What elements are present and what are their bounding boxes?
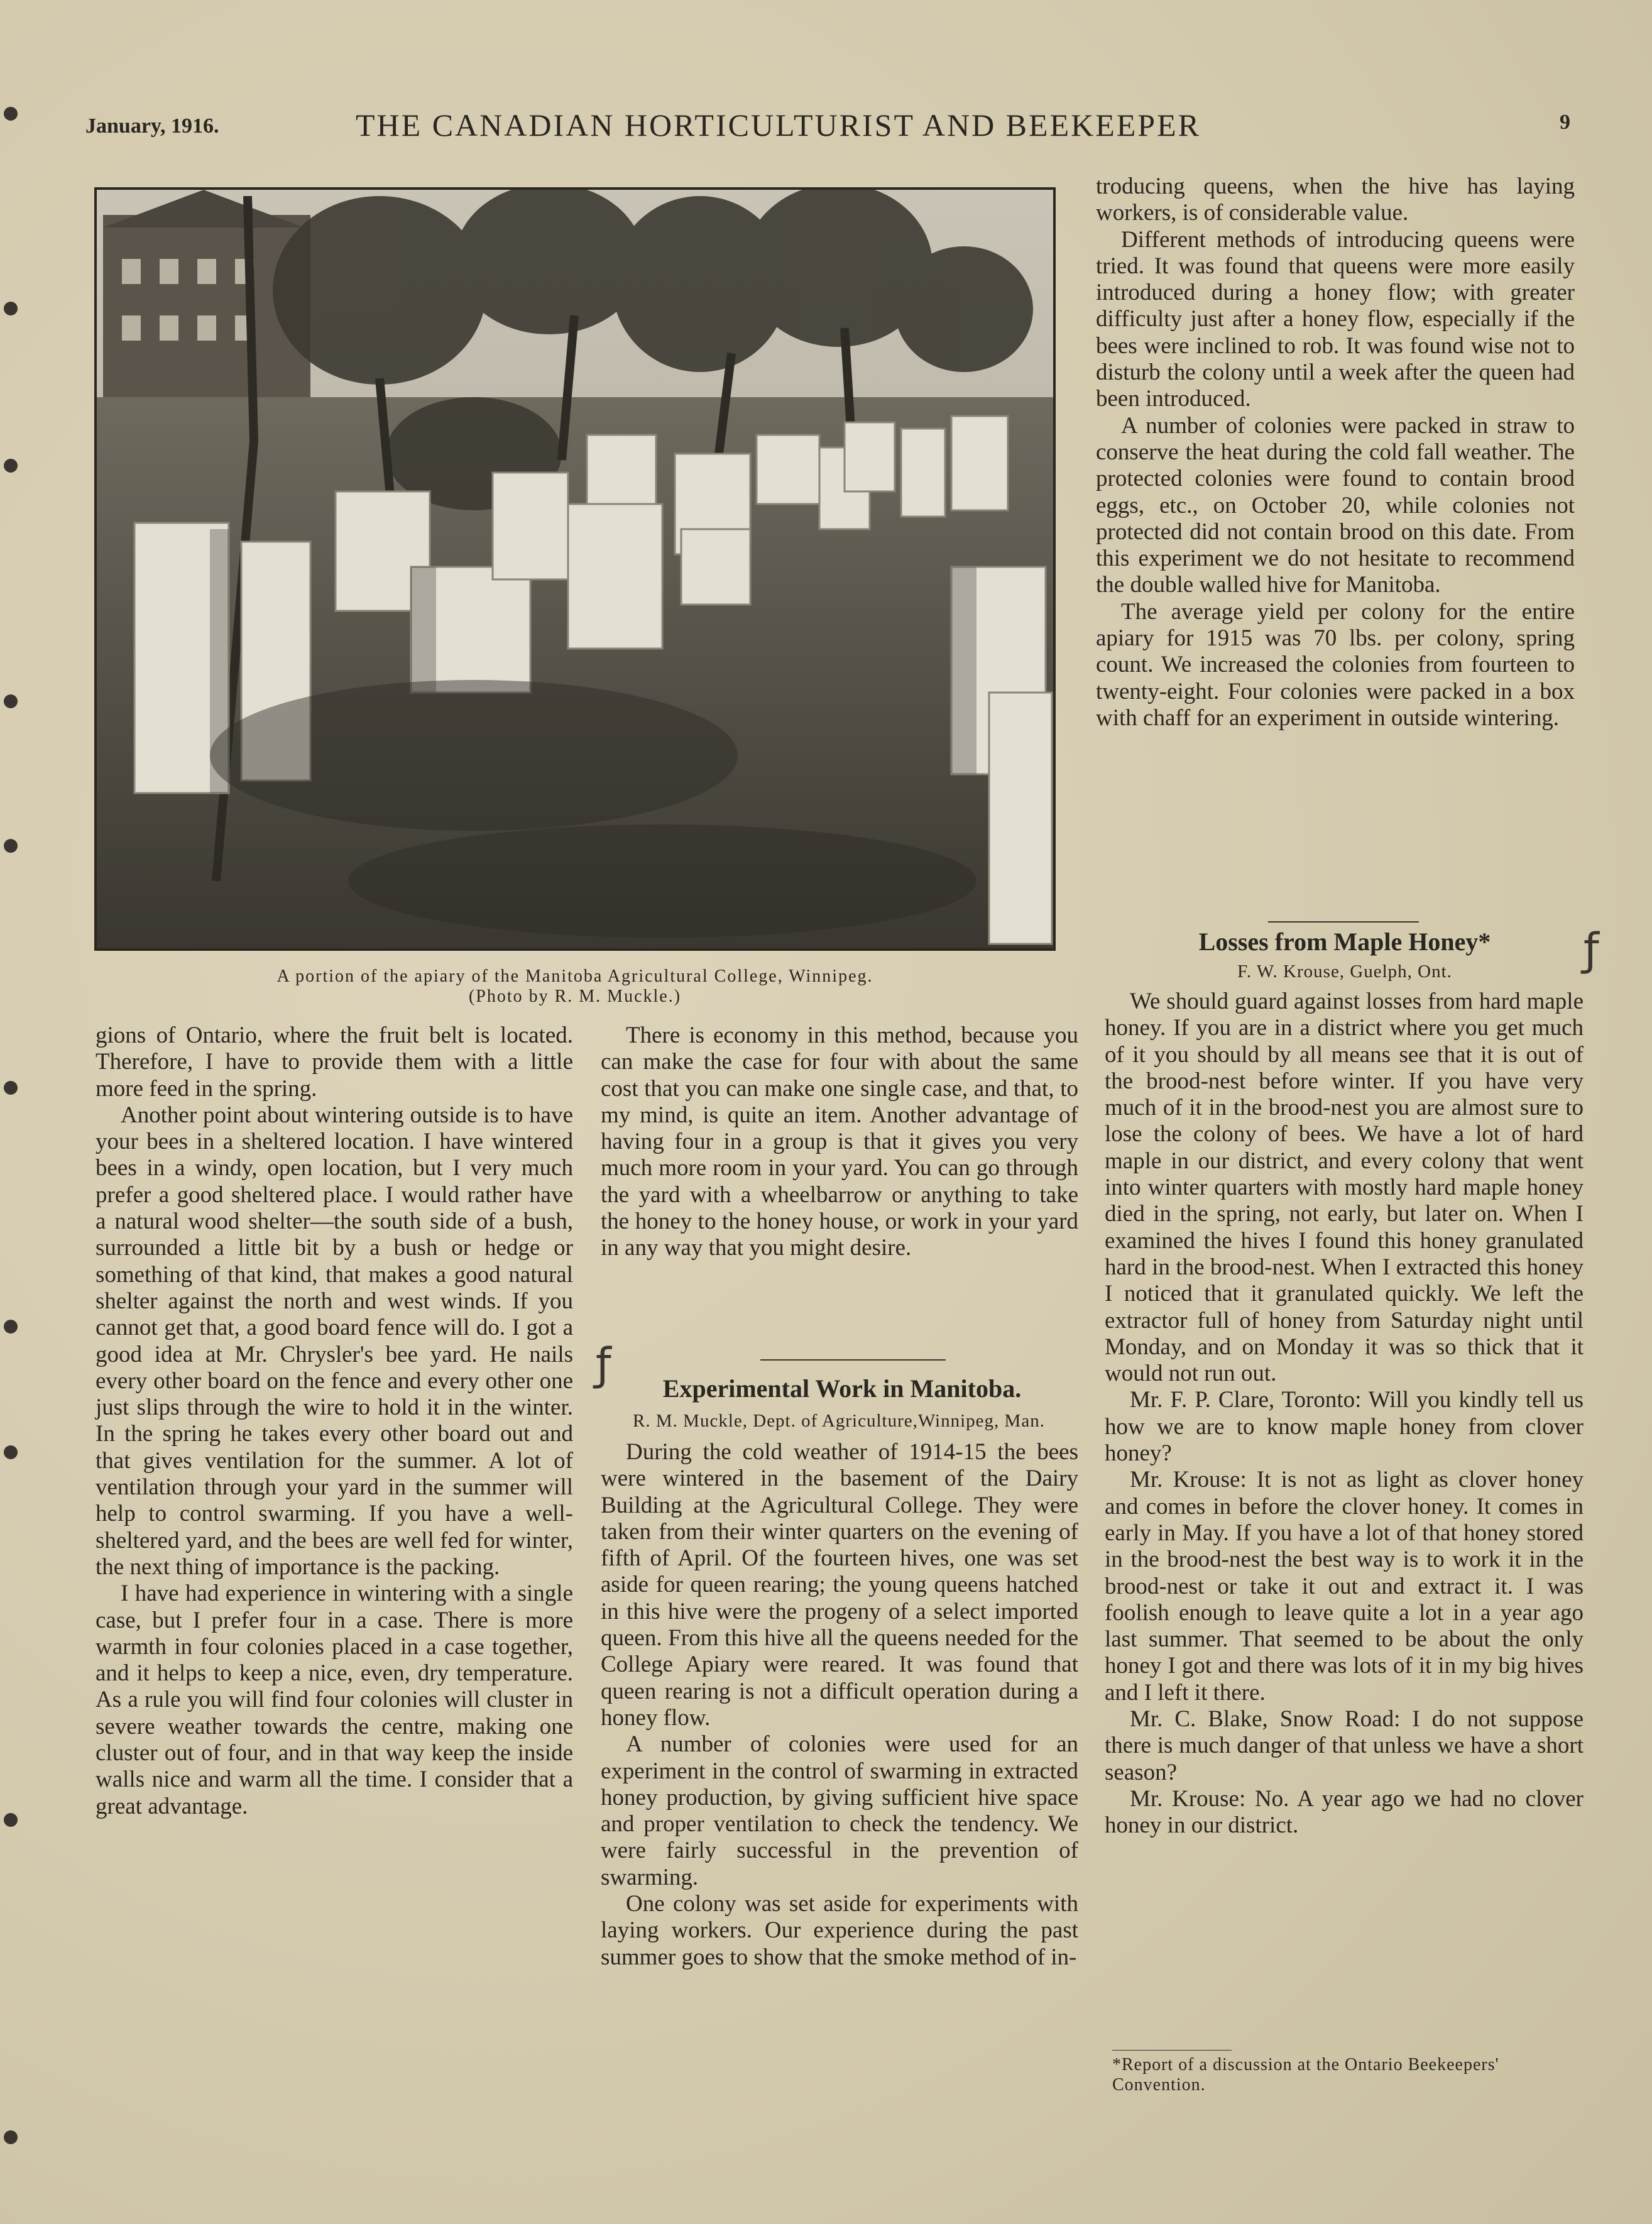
column-2 [601, 1022, 1078, 1262]
footnote: *Report of a discussion at the Ontario Beekeepers' Convention. [1112, 2055, 1499, 2095]
caption-line: A portion of the apiary of the Manitoba Agricultural College, Winnipeg. [276, 967, 873, 986]
binder-hole [4, 839, 18, 853]
article-byline: F. W. Krouse, Guelph, Ont. [1237, 961, 1452, 982]
caption-credit: (Photo by R. M. Muckle.) [468, 987, 682, 1006]
binder-hole [4, 2130, 18, 2144]
section-divider [1268, 921, 1419, 923]
handwritten-mark: ƒ [1584, 924, 1599, 975]
article-heading: Experimental Work in Manitoba. [662, 1374, 1022, 1403]
section-divider [760, 1359, 946, 1361]
photo-caption [94, 967, 1056, 1007]
apiary-photo [94, 187, 1056, 951]
column-3 [1096, 173, 1575, 731]
paragraph: gions of Ontario, where the fruit belt is located. Therefore, I have to provide them with a little more feed in the spring. [96, 1022, 573, 1102]
binder-hole [4, 1813, 18, 1827]
binder-hole [4, 1320, 18, 1334]
article-heading: Losses from Maple Honey* [1198, 928, 1491, 956]
binder-hole [4, 459, 18, 473]
binder-hole [4, 302, 18, 315]
paragraph: The average yield per colony for the entire apiary for 1915 was 70 lbs. per colony, spring count. We increased the colonies from fourteen to twenty-eight. Four colonies were packed in a box with chaff for an experiment in outside wintering. [1096, 598, 1575, 731]
article-byline: R. M. Muckle, Dept. of Agriculture,Winnipeg, Man. [633, 1411, 1045, 1431]
paragraph: I have had experience in wintering with a single case, but I prefer four in a case. There is more warmth in four colonies placed in a case together, and it helps to keep a nice, even, dry temperature. As a rule you will find four colonies will cluster in severe weather towards the centre, making one cluster out of four, and in that way keep the inside walls nice and warm all the time. I consider that a great advantage. [96, 1580, 573, 1819]
magazine-title: THE CANADIAN HORTICULTURIST AND BEEKEEPER [356, 107, 1201, 143]
page-header [0, 107, 1652, 157]
paragraph: Mr. F. P. Clare, Toronto: Will you kindly tell us how we are to know maple honey from clover honey? [1105, 1387, 1584, 1467]
binder-hole [4, 1445, 18, 1459]
paragraph: Mr. Krouse: No. A year ago we had no clover honey in our district. [1105, 1785, 1584, 1839]
paragraph: During the cold weather of 1914-15 the bees were wintered in the basement of the Dairy Building at the Agricultural College. They were taken from their winter quarters on the evening of fifth of April. Of the fourteen hives, one was set aside for queen rearing; the young queens hatched in this hive were the progeny of a select imported queen. From this hive all the queens needed for the College Apiary were reared. It was found that queen rearing is not a difficult operation during a honey flow. [601, 1439, 1078, 1731]
article-body [601, 1439, 1078, 1971]
paragraph: We should guard against losses from hard maple honey. If you are in a district where you get much of it you should by all means see that it is out of the brood-nest before winter. If you have very much of it in the brood-nest you are almost sure to lose the colony of bees. We have a lot of hard maple in our district, and every colony that went into winter quarters with mostly hard maple honey died in the spring, not early, but later on. When I examined the hives I found this honey granulated hard in the brood-nest. When I extracted this honey I noticed that it granulated quickly. We left the extractor full of honey from Saturday night until Monday, and on Monday it was so thick that it would not run out. [1105, 989, 1584, 1387]
issue-date: January, 1916. [85, 114, 219, 138]
apiary-photo-illustration [97, 190, 1053, 948]
binder-hole [4, 1081, 18, 1095]
footnote-divider [1112, 2050, 1232, 2051]
column-1 [96, 1022, 573, 1820]
page-number: 9 [1560, 111, 1570, 134]
handwritten-mark: ƒ [596, 1339, 611, 1390]
paragraph: Mr. C. Blake, Snow Road: I do not suppose there is much danger of that unless we have a short season? [1105, 1706, 1584, 1785]
paragraph: troducing queens, when the hive has laying workers, is of considerable value. [1096, 173, 1575, 226]
binder-hole [4, 694, 18, 708]
paragraph: There is economy in this method, because you can make the case for four with about the same cost that you can make one single case, and that, to my mind, is quite an item. Another advantage of having four in a group is that it gives you very much more room in your yard. You can go through the yard with a wheelbarrow or anything to take the honey to the honey house, or work in your yard in any way that you might desire. [601, 1022, 1078, 1261]
paragraph: Another point about wintering outside is to have your bees in a sheltered location. I have wintered bees in a windy, open location, but I very much prefer a good sheltered place. I would rather have a natural wood shelter—the south side of a bush, surrounded a little bit by a bush or hedge or something of that kind, that makes a good natural shelter against the north and west winds. If you cannot get that, a good board fence will do. I got a good idea at Mr. Chrysler's bee yard. He nails every other board on the fence and every other one just slips through the wire to hold it in the winter. In the spring he takes every other board out and that gives ventilation for the summer. A lot of ventilation through your yard in the summer will help to control swarming. If you have a well-sheltered yard, and the bees are well fed for winter, the next thing of importance is the packing. [96, 1102, 573, 1580]
paragraph: A number of colonies were packed in straw to conserve the heat during the cold fall weather. The protected colonies were found to contain brood eggs, etc., on October 20, while colonies not protected did not contain brood on this date. From this experiment we do not hesitate to recommend the double walled hive for Manitoba. [1096, 412, 1575, 598]
paragraph: A number of colonies were used for an experiment in the control of swarming in extracted honey production, by giving sufficient hive space and proper ventilation to check the tendency. We were fairly successful in the prevention of swarming. [601, 1731, 1078, 1890]
paragraph: Mr. Krouse: It is not as light as clover honey and comes in before the clover honey. It comes in early in May. If you have a lot of that honey stored in the brood-nest the best way is to work it in the brood-nest or take it out and extract it. I was foolish enough to leave quite a lot in a year ago last summer. That seemed to be about the only honey I got and there was lots of it in my big hives and I left it there. [1105, 1467, 1584, 1706]
article-body [1105, 989, 1584, 1839]
paragraph: One colony was set aside for experiments with laying workers. Our experience during the past summer goes to show that the smoke method of in- [601, 1891, 1078, 1970]
paragraph: Different methods of introducing queens were tried. It was found that queens were more easily introduced during a honey flow; with greater difficulty just after a honey flow, especially if the bees were inclined to rob. It was found wise not to disturb the colony until a week after the queen had been introduced. [1096, 226, 1575, 412]
